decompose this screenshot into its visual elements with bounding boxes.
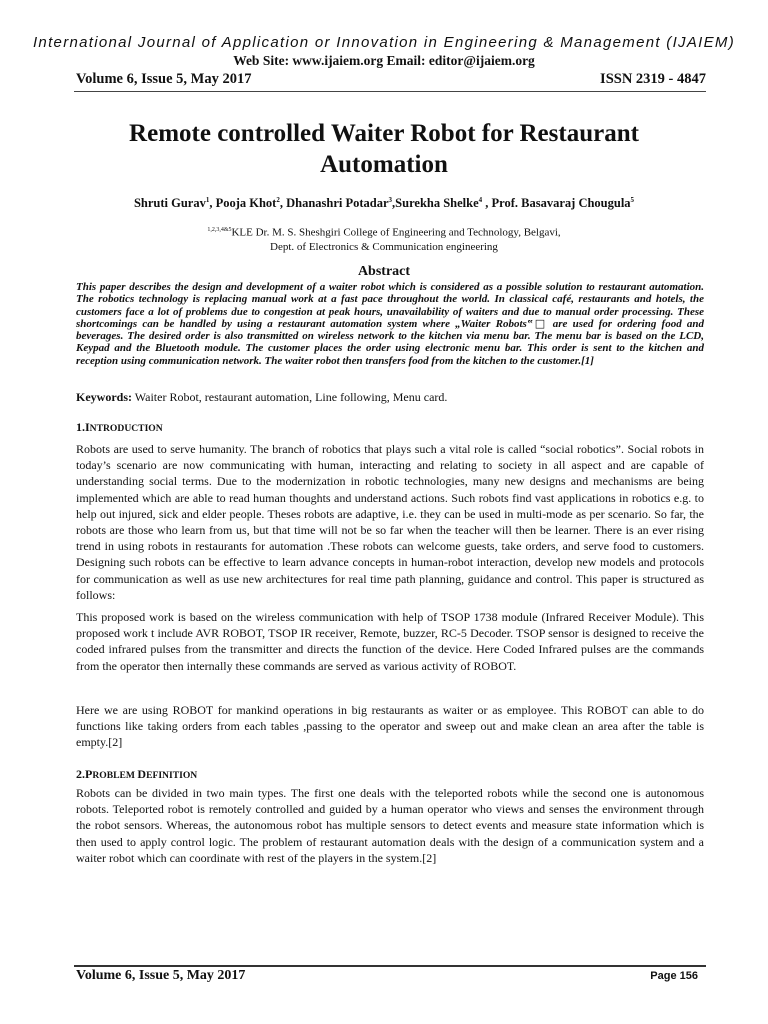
author-name: Shruti Gurav [133,196,206,211]
website-line: Web Site: www.ijaiem.org Email: editor@ijaiem.org [233,53,535,68]
missing-glyph-icon: □ [532,316,548,330]
author-name: Surekha Shelke [395,196,479,211]
paragraph: Robots are used to serve humanity. The branch of robotics that plays such a vital role is called “social robotics”. Social robots in today’s scenario are now communicating with human, interacting and relating to society in all aspect and are capable of understanding social terms. Due to the modernization in robotic technologies, many new designs and mechanisms are being implemented which are able to read human thoughts and understand actions. Such robots find vast applications in robotics e.g. to help out injured, sick and elder people. Theses robots are adaptive, i.e. they can be used in multi-mode as per scenario. So far, the robots are those who learn from us, but that time will not be so far when the teacher will then be learner. There is an ever rising trend in using robots in restaurants for automation .These robots can welcome guests, take orders, and serve food to customers. Designing such robots can be effective to learn advance concepts in human-robot interaction, develop new models and protocols for communication as well as use new architectures for real time path planning, guidance and control. This paper is structured as follows: [76,442,704,602]
author-sup: 5 [630,196,635,204]
author-list: Shruti Gurav$^1$, Pooja Khot$^2$, Dhanashri Potadar$^3$,Surekha Shelke$^4$ , Prof. Basavaraj Chougula$^5$ [133,196,635,211]
author-sup: 1 [205,196,210,204]
header-volume: Volume 6, Issue 5, May 2017 [76,71,252,87]
section-heading-introduction: 1.INTRODUCTION [76,420,163,434]
paragraph: Here we are using ROBOT for mankind operations in big restaurants as waiter or as employee. This ROBOT can able to do functions like taking orders from each tables ,passing to the operator and sweep out and make clean an area after the table is empty.[2] [76,703,704,750]
keywords [76,390,704,405]
author-sup: 4 [478,196,483,204]
affiliation-sup: 1,2,3,4&5 [207,227,232,233]
page-number: Page 156 [650,970,698,982]
header-issn: ISSN 2319 - 4847 [600,71,706,87]
author-name: Dhanashri Potadar [286,196,389,211]
paper-title: Remote controlled Waiter Robot for Restaurant Automation [129,120,639,178]
journal-title: International Journal of Application or Innovation in Engineering & Management (IJAIEM) [32,34,736,51]
footer-volume: Volume 6, Issue 5, May 2017 [76,968,246,983]
author-sup: 2 [276,196,280,204]
affiliation-line-1: $^{1,2,3,4\&5}$KLE Dr. M. S. Sheshgiri College of Engineering and Technology, Belgavi, [207,226,561,239]
header-rule [74,91,706,92]
keywords-label: Keywords: [76,390,132,404]
affiliation [0,223,768,254]
paragraph: Robots can be divided in two main types. The first one deals with the teleported robots while the second one is autonomous robots. Teleported robot is remotely controlled and guided by a human operator who views and senses the environment through the robot sensors. Whereas, the autonomous robot has multiple sensors to detect events and measure state information which is then used to apply control logic. The problem of restaurant automation deals with the design of a communication system and a waiter robot which can coordinate with rest of the players in the system.[2] [76,786,704,865]
author-name: Pooja Khot [215,196,277,211]
author-sup: 3 [388,196,393,204]
abstract-heading: Abstract [357,264,411,279]
author-name: Prof. Basavaraj Chougula [491,196,631,211]
paragraph: This proposed work is based on the wireless communication with help of TSOP 1738 module (Infrared Receiver Module). This proposed work t include AVR ROBOT, TSOP IR receiver, Remote, buzzer, RC-5 Decoder. TSOP sensor is designed to receive the coded infrared pulses from the transmitter and directs the function of the device. Here Coded Infrared pulses are the commands from the operator then internally these commands are served as various activity of ROBOT. [76,610,704,673]
affiliation-line-2: Dept. of Electronics & Communication engineering [270,240,498,253]
keywords-text: Waiter Robot, restaurant automation, Line following, Menu card. [132,390,448,404]
footer-rule [74,965,706,967]
abstract-text: This paper describes the design and development of a waiter robot which is considered as a possible solution to restaurant automation. The robotics technology is replacing manual work at a fast pace throughout the world. In classical café, restaurants and hotels, the customers face a lot of problems due to congestion at peak hours, unavailability of waiters and due to manual order processing. These shortcomings can be handled by using a restaurant automation system where „Waiter Robots‟□ are used for ordering food and beverages. The desired order is also transmitted on wireless network to the kitchen via menu bar. The menu bar is based on the LCD, Keypad and the Bluetooth module. The customer places the order using electronic menu bar. This order is sent to the kitchen and reception using communication network. The waiter robot then transfers food from the kitchen to the customer.[1] [76,281,704,367]
section-heading-problem-definition: 2.PROBLEM DEFINITION [76,767,198,781]
